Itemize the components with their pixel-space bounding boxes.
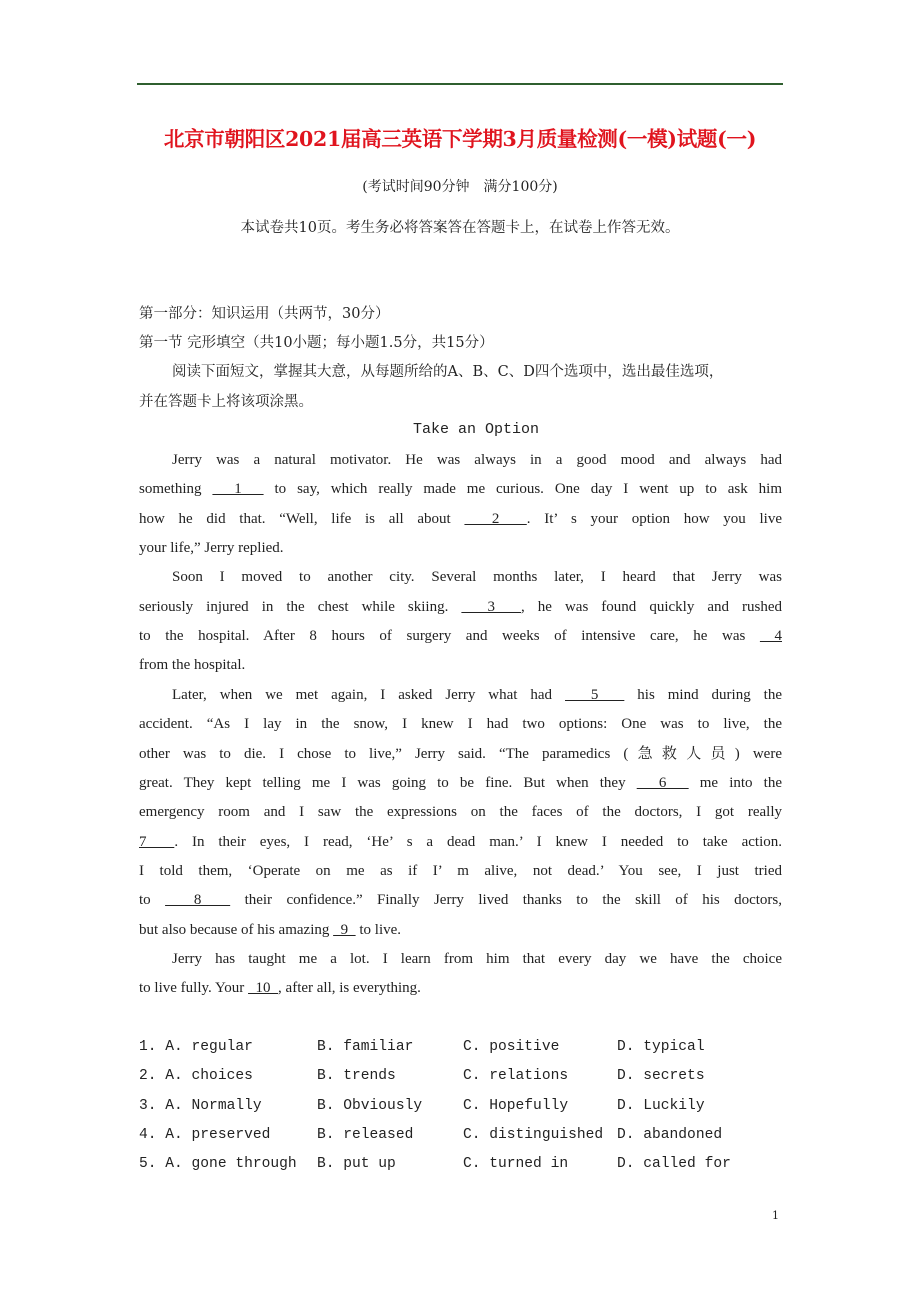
- option-item: B. put up: [317, 1156, 396, 1173]
- passage-text: from the hospital.: [139, 657, 246, 674]
- option-item: D. abandoned: [617, 1126, 723, 1143]
- passage-text: , after all, is everything.: [278, 980, 421, 997]
- passage-text: me into the: [688, 774, 782, 791]
- answer-blank: 3: [461, 598, 521, 615]
- passage-line: [139, 832, 782, 852]
- passage-text: but also because of his amazing: [139, 921, 334, 938]
- passage-text: I told them, ‘Operate on me as if I’ m alive, not dead.’ You see, I just tried: [139, 862, 782, 879]
- option-item: 5. A. gone through: [139, 1156, 297, 1173]
- answer-blank: 8: [165, 892, 231, 909]
- passage-text: to say, which really made me curious. One day I went up to ask him: [263, 481, 783, 498]
- option-item: C. distinguished: [463, 1126, 604, 1143]
- passage-line: [139, 773, 782, 793]
- passage-line: [139, 714, 782, 734]
- option-item: B. released: [317, 1126, 414, 1143]
- option-item: C. relations: [463, 1068, 569, 1085]
- passage-text: how he did that. “Well, life is all about: [139, 510, 465, 527]
- option-item: C. Hopefully: [463, 1097, 569, 1114]
- passage-text: great. They kept telling me I was going to be fine. But when they: [139, 774, 637, 791]
- passage-title: Take an Option: [412, 421, 540, 438]
- option-item: 4. A. preserved: [139, 1126, 271, 1143]
- exam-title: 北京市朝阳区2021届高三英语下学期3月质量检测(一模)试题(一): [163, 127, 757, 151]
- option-item: D. typical: [617, 1039, 705, 1055]
- exam-notice: 本试卷共10页。考生务必将答案答在答题卡上，在试卷上作答无效。: [240, 220, 680, 236]
- passage-line: [139, 509, 782, 529]
- passage-text: to the hospital. After 8 hours of surgery and weeks of intensive care, he was: [139, 628, 760, 645]
- option-item: 3. A. Normally: [139, 1097, 262, 1114]
- passage-line: [172, 685, 782, 705]
- option-item: D. Luckily: [617, 1097, 705, 1114]
- passage-line: [139, 626, 782, 646]
- passage-text: . In their eyes, I read, ‘He’ s a dead man.’ I knew I needed to take action.: [174, 833, 782, 850]
- answer-blank: 6: [636, 774, 689, 791]
- passage-line: [139, 802, 782, 822]
- instructions-line-1: 阅读下面短文，掌握其大意，从每题所给的A、B、C、D四个选项中，选出最佳选项，: [172, 364, 724, 380]
- passage-line: [139, 861, 782, 881]
- subsection-heading: 第一节 完形填空（共10小题；每小题1.5分，共15分）: [139, 335, 494, 351]
- passage-text: to live.: [355, 921, 402, 938]
- option-item: C. turned in: [463, 1156, 569, 1173]
- option-item: C. positive: [463, 1039, 560, 1055]
- page-number: 1: [772, 1209, 779, 1222]
- option-item: B. trends: [317, 1068, 396, 1085]
- option-item: B. Obviously: [317, 1097, 423, 1114]
- answer-blank: 2: [464, 510, 527, 527]
- passage-line: [139, 597, 782, 617]
- answer-blank: 7: [139, 833, 175, 850]
- passage-line: [172, 567, 782, 587]
- passage-line: [172, 450, 782, 470]
- passage-line: [172, 949, 782, 969]
- option-item: 2. A. choices: [139, 1068, 253, 1085]
- answer-blank: 5: [565, 686, 625, 703]
- passage-line: [139, 890, 782, 910]
- header-rule: [137, 83, 783, 85]
- passage-line: [139, 920, 782, 940]
- passage-line: [139, 479, 782, 499]
- passage-text: other was to die. I chose to live,” Jerry said. “The paramedics (急救人员) were: [139, 745, 782, 762]
- passage-text: Jerry has taught me a lot. I learn from him that every day we have the choice: [172, 950, 782, 967]
- passage-text: your life,” Jerry replied.: [139, 540, 284, 557]
- passage-text: , he was found quickly and rushed: [521, 598, 783, 615]
- answer-blank: 10: [248, 980, 279, 997]
- passage-text: emergency room and I saw the expressions on the faces of the doctors, I got really: [139, 804, 782, 821]
- answer-blank: 9: [333, 921, 356, 938]
- passage-text: to: [139, 892, 166, 909]
- passage-text: Jerry was a natural motivator. He was always in a good mood and always had: [172, 452, 782, 468]
- instructions-line-2: 并在答题卡上将该项涂黑。: [139, 394, 313, 410]
- passage-text: seriously injured in the chest while skiing.: [139, 598, 462, 615]
- passage-line: [139, 655, 782, 675]
- passage-text: their confidence.” Finally Jerry lived thanks to the skill of his doctors,: [230, 892, 783, 909]
- passage-text: Soon I moved to another city. Several months later, I heard that Jerry was: [172, 569, 782, 586]
- option-item: 1. A. regular: [139, 1039, 253, 1055]
- passage-text: something: [139, 481, 213, 498]
- passage-text: Later, when we met again, I asked Jerry what had: [172, 686, 566, 703]
- exam-info: (考试时间90分钟 满分100分): [362, 179, 558, 195]
- passage-text: to live fully. Your: [139, 980, 249, 997]
- passage-line: [139, 538, 782, 558]
- passage-line: [139, 978, 782, 998]
- part-heading: 第一部分：知识运用（共两节，30分）: [139, 306, 390, 322]
- passage-line: [139, 744, 782, 764]
- passage-text: . It’ s your option how you live: [526, 510, 782, 527]
- passage-text: his mind during the: [624, 686, 782, 703]
- passage-text: accident. “As I lay in the snow, I knew I had two options: One was to live, the: [139, 716, 782, 733]
- option-item: D. called for: [617, 1156, 731, 1173]
- answer-blank: 1: [212, 481, 264, 498]
- option-item: B. familiar: [317, 1039, 414, 1055]
- option-item: D. secrets: [617, 1068, 705, 1085]
- answer-blank: 4: [759, 628, 782, 645]
